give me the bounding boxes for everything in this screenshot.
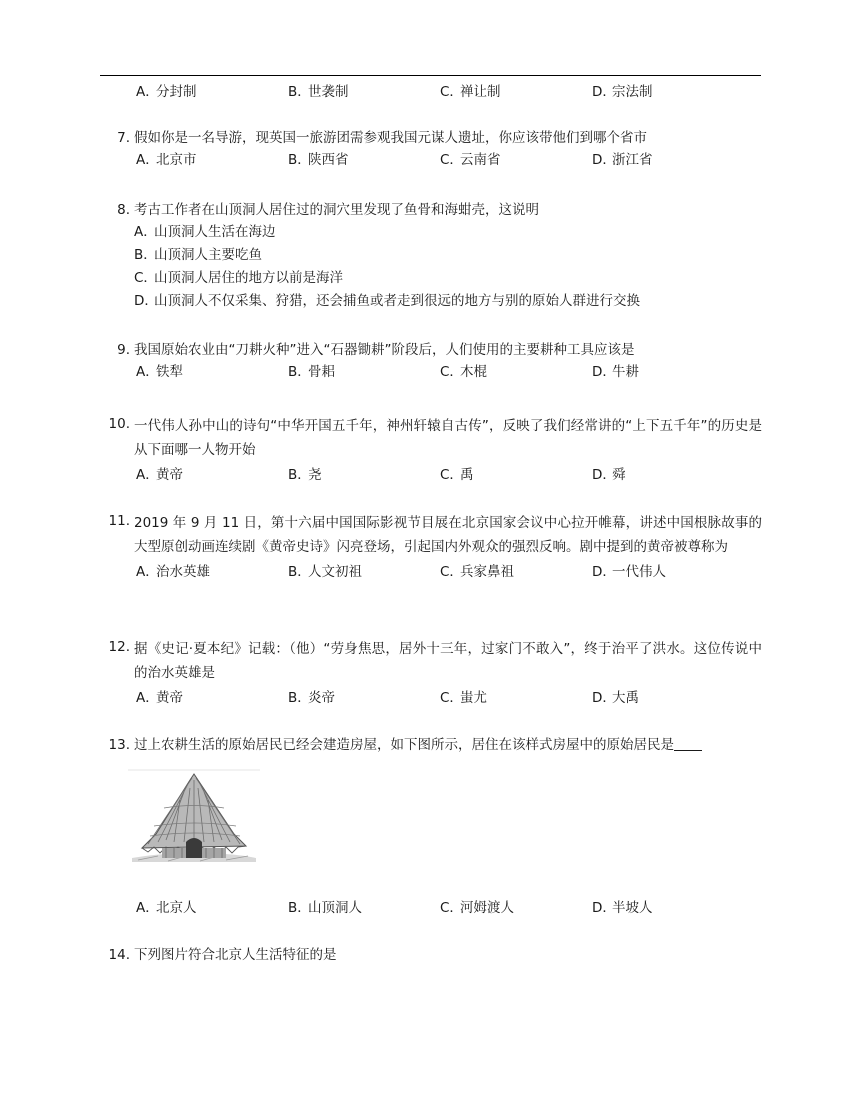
option-b[interactable]: B．陕西省: [288, 152, 349, 168]
option-c[interactable]: C．木棍: [440, 364, 487, 380]
option-a[interactable]: A．北京人: [136, 900, 197, 916]
option-d[interactable]: D．舜: [592, 467, 626, 483]
option-a[interactable]: A．铁犁: [136, 364, 183, 380]
option-d[interactable]: D．大禹: [592, 690, 639, 706]
question-number: 13.: [108, 737, 130, 753]
question-11: [100, 511, 762, 584]
option-b[interactable]: B．山顶洞人: [288, 900, 362, 916]
option-a[interactable]: A．治水英雄: [136, 564, 210, 580]
option-c[interactable]: C．蚩尤: [440, 690, 487, 706]
question-14: [100, 945, 762, 966]
question-number: 12.: [108, 639, 130, 655]
question-10: [100, 414, 762, 487]
option-c[interactable]: C．禹: [440, 467, 474, 483]
question-13: [100, 735, 762, 756]
question-number: 7.: [117, 130, 130, 146]
header-rule: [100, 75, 761, 76]
option-b[interactable]: B．山顶洞人主要吃鱼: [134, 247, 262, 263]
option-c[interactable]: C．兵家鼻祖: [440, 564, 514, 580]
question-stem: 考古工作者在山顶洞人居住过的洞穴里发现了鱼骨和海蚶壳，这说明: [134, 202, 539, 218]
option-a[interactable]: A．山顶洞人生活在海边: [134, 224, 276, 240]
option-a[interactable]: A．分封制: [136, 84, 197, 100]
option-c[interactable]: C．河姆渡人: [440, 900, 514, 916]
question-stem: 2019 年 9 月 11 日，第十六届中国国际影视节目展在北京国家会议中心拉开帷幕，讲述中国根脉故事的大型原创动画连续剧《黄帝史诗》闪亮登场，引起国内外观众的强烈反响。剧中提到的黄帝被尊称为: [134, 515, 762, 555]
option-d[interactable]: D．一代伟人: [592, 564, 666, 580]
question-7: [100, 128, 762, 172]
option-b[interactable]: B．世袭制: [288, 84, 349, 100]
option-c[interactable]: C．山顶洞人居住的地方以前是海洋: [134, 270, 343, 286]
question-12: [100, 637, 762, 710]
question-number: 14.: [108, 947, 130, 963]
question-number: 8.: [117, 202, 130, 218]
question-stem: 一代伟人孙中山的诗句“中华开国五千年，神州轩辕自古传”，反映了我们经常讲的“上下五千年”的历史是从下面哪一人物开始: [134, 418, 762, 458]
option-d[interactable]: D．宗法制: [592, 84, 653, 100]
question-stem: 假如你是一名导游，现英国一旅游团需参观我国元谋人遗址，你应该带他们到哪个省市: [134, 130, 647, 146]
option-c[interactable]: C．禅让制: [440, 84, 501, 100]
option-b[interactable]: B．人文初祖: [288, 564, 362, 580]
option-a[interactable]: A．黄帝: [136, 690, 183, 706]
question-9: [100, 340, 762, 384]
option-d[interactable]: D．浙江省: [592, 152, 653, 168]
question-6: [100, 81, 762, 104]
option-b[interactable]: B．炎帝: [288, 690, 335, 706]
question-stem: 据《史记·夏本纪》记载：（他）“劳身焦思，居外十三年，过家门不敢入”，终于治平了洪水。这位传说中的治水英雄是: [134, 641, 762, 681]
option-c[interactable]: C．云南省: [440, 152, 501, 168]
question-number: 10.: [108, 416, 130, 432]
question-stem: 过上农耕生活的原始居民已经会建造房屋，如下图所示，居住在该样式房屋中的原始居民是: [134, 737, 674, 753]
option-a[interactable]: A．黄帝: [136, 467, 183, 483]
option-b[interactable]: B．骨耜: [288, 364, 335, 380]
question-8: [100, 200, 762, 313]
option-b[interactable]: B．尧: [288, 467, 322, 483]
question-number: 11.: [108, 513, 130, 529]
option-d[interactable]: D．半坡人: [592, 900, 653, 916]
option-d[interactable]: D．山顶洞人不仅采集、狩猎，还会捕鱼或者走到很远的地方与别的原始人群进行交换: [134, 293, 640, 309]
question-number: 9.: [117, 342, 130, 358]
thatched-hut-illustration: [128, 768, 260, 868]
question-13-options: [100, 897, 762, 920]
option-d[interactable]: D．牛耕: [592, 364, 639, 380]
option-a[interactable]: A．北京市: [136, 152, 197, 168]
answer-blank[interactable]: [674, 736, 702, 751]
question-stem: 我国原始农业由“刀耕火种”进入“石器锄耕”阶段后，人们使用的主要耕种工具应该是: [134, 342, 635, 358]
question-stem: 下列图片符合北京人生活特征的是: [134, 947, 337, 963]
